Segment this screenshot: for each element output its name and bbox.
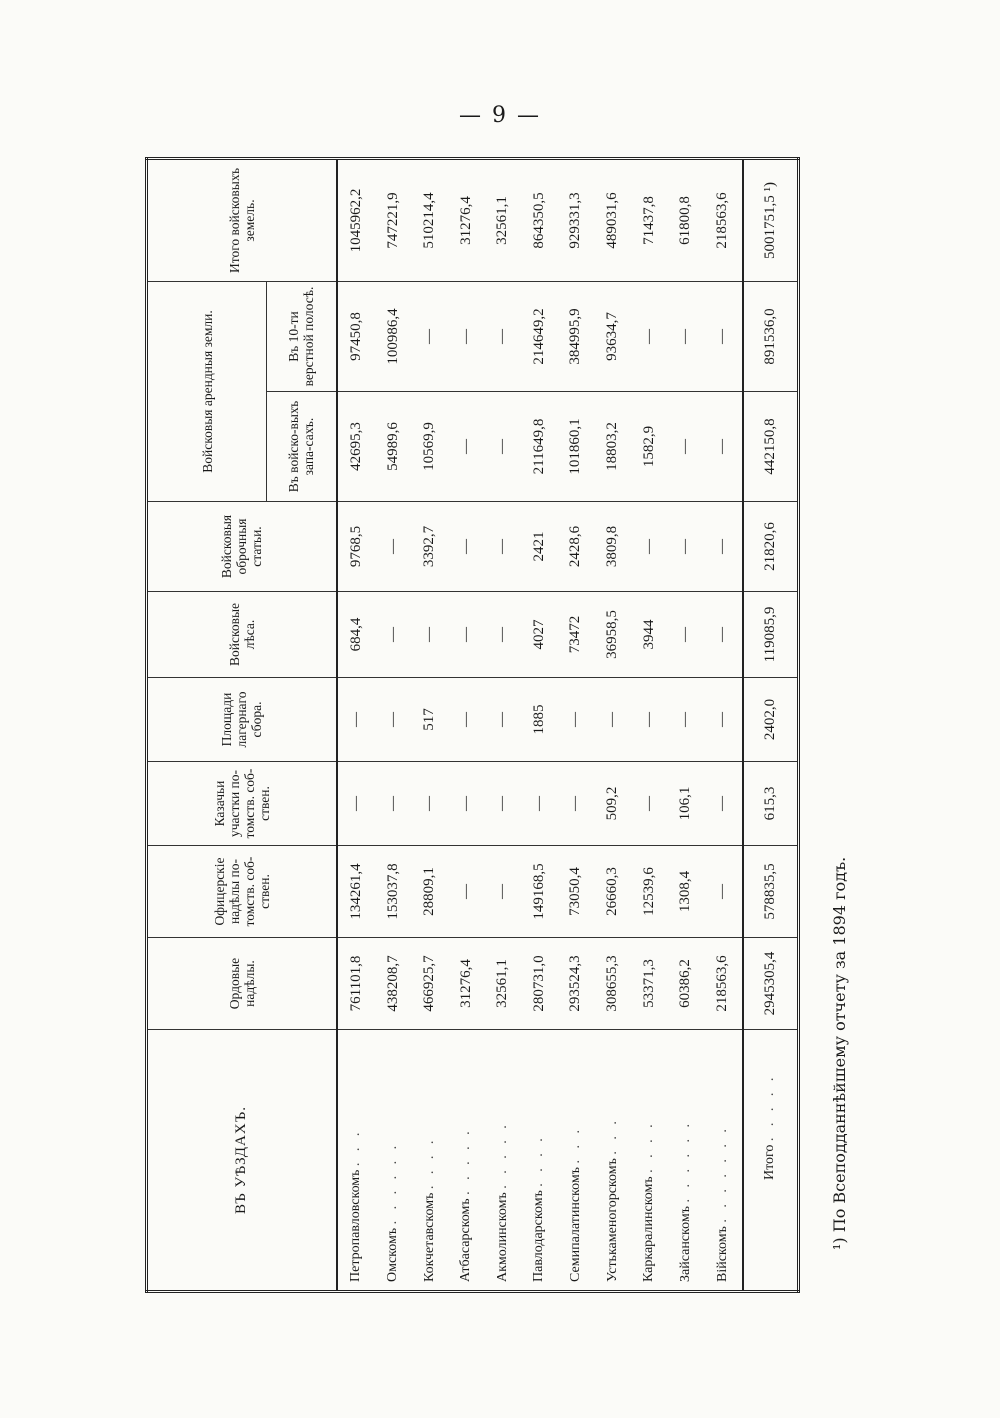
district-cell [521, 1030, 558, 1292]
table-row [594, 158, 631, 1291]
forest-cell: 3944 [631, 592, 668, 678]
cossack-cell: — [521, 762, 558, 846]
table-row [412, 158, 449, 1291]
forest-cell: — [448, 592, 485, 678]
reserve-cell: 1582,9 [631, 392, 668, 502]
total-cell: 864350,5 [521, 158, 558, 281]
obrok-cell: 2428,6 [558, 502, 595, 592]
header-total-army: Итого войсковыхъ земель. [147, 158, 337, 281]
table-row [631, 158, 668, 1291]
district-name: Акмолинскомъ [494, 1192, 510, 1282]
table-row [375, 158, 412, 1291]
obrok-cell: — [485, 502, 522, 592]
officer-cell: 28809,1 [412, 846, 449, 938]
officer-cell: 26660,3 [594, 846, 631, 938]
camp-cell: 1885 [521, 678, 558, 762]
obrok-cell: — [667, 502, 704, 592]
leader-dots: . . . . . . [677, 1120, 693, 1203]
leader-dots: . . . . . . . [714, 1125, 730, 1223]
obrok-cell: 2421 [521, 502, 558, 592]
total-cell: 61800,8 [667, 158, 704, 281]
cossack-cell: — [558, 762, 595, 846]
verst-cell: 384995,9 [558, 281, 595, 391]
total-officer: 578835,5 [743, 846, 799, 938]
district-cell [704, 1030, 743, 1292]
table-row [667, 158, 704, 1291]
total-cell: 31276,4 [448, 158, 485, 281]
table-row [704, 158, 743, 1291]
total-cell: 510214,4 [412, 158, 449, 281]
forest-cell: — [667, 592, 704, 678]
total-cell: 32561,1 [485, 158, 522, 281]
district-name: Атбасарскомъ [458, 1198, 474, 1282]
verst-cell: — [704, 281, 743, 391]
officer-cell: 1308,4 [667, 846, 704, 938]
camp-cell: — [485, 678, 522, 762]
verst-cell: 100986,4 [375, 281, 412, 391]
officer-cell: — [485, 846, 522, 938]
reserve-cell: — [448, 392, 485, 502]
cossack-cell: — [704, 762, 743, 846]
total-cell: 218563,6 [704, 158, 743, 281]
district-name: Каркаралинскомъ [641, 1176, 657, 1282]
verst-cell: 214649,2 [521, 281, 558, 391]
total-cell: 1045962,2 [337, 158, 376, 281]
district-name: Устькаменогорскомъ [604, 1158, 620, 1282]
leader-dots: . . . . . [458, 1127, 474, 1195]
camp-cell: — [375, 678, 412, 762]
district-cell [631, 1030, 668, 1292]
verst-cell: — [485, 281, 522, 391]
camp-cell: 517 [412, 678, 449, 762]
header-camp-area: Площади лагернаго сбора. [147, 678, 337, 762]
district-cell [485, 1030, 522, 1292]
total-cell: 489031,6 [594, 158, 631, 281]
forest-cell: — [485, 592, 522, 678]
reserve-cell: 101860,1 [558, 392, 595, 502]
header-army-forests: Войсковые лѣса. [147, 592, 337, 678]
reserve-cell: — [704, 392, 743, 502]
ordinary-cell: 53371,3 [631, 938, 668, 1030]
table-row [558, 158, 595, 1291]
forest-cell: 4027 [521, 592, 558, 678]
district-cell [558, 1030, 595, 1292]
district-name: Омскомъ [385, 1227, 401, 1282]
header-district: ВЪ УѢЗДАХЪ. [147, 1030, 337, 1292]
leader-dots: . . . . . . [385, 1141, 401, 1225]
district-name: Петропавловскомъ [348, 1169, 364, 1282]
ordinary-cell: 280731,0 [521, 938, 558, 1030]
reserve-cell: 10569,9 [412, 392, 449, 502]
leader-dots: . . . . . [762, 1073, 778, 1142]
total-label: Итого [762, 1144, 778, 1180]
total-row [743, 158, 799, 1291]
ordinary-cell: 438208,7 [375, 938, 412, 1030]
camp-cell: — [631, 678, 668, 762]
cossack-cell: — [448, 762, 485, 846]
officer-cell: 153037,8 [375, 846, 412, 938]
header-army-obrok: Войсковыя оброчныя статьи. [147, 502, 337, 592]
ordinary-cell: 308655,3 [594, 938, 631, 1030]
reserve-cell: 211649,8 [521, 392, 558, 502]
footnote: ¹) По Всеподданнѣйшему отчету за 1894 годъ. [830, 856, 849, 1250]
verst-cell: 97450,8 [337, 281, 376, 391]
cossack-cell: — [485, 762, 522, 846]
forest-cell: 73472 [558, 592, 595, 678]
total-label-cell [743, 1030, 799, 1292]
cossack-cell: 509,2 [594, 762, 631, 846]
table-row [521, 158, 558, 1291]
officer-cell: 12539,6 [631, 846, 668, 938]
obrok-cell: 3392,7 [412, 502, 449, 592]
ordinary-cell: 761101,8 [337, 938, 376, 1030]
obrok-cell: — [631, 502, 668, 592]
camp-cell: — [667, 678, 704, 762]
cossack-cell: — [412, 762, 449, 846]
camp-cell: — [704, 678, 743, 762]
forest-cell: 36958,5 [594, 592, 631, 678]
ordinary-cell: 60386,2 [667, 938, 704, 1030]
reserve-cell: 18803,2 [594, 392, 631, 502]
leader-dots: . . . [604, 1117, 620, 1155]
rotated-table [145, 160, 800, 1293]
officer-cell: 73050,4 [558, 846, 595, 938]
verst-cell: — [448, 281, 485, 391]
camp-cell: — [337, 678, 376, 762]
officer-cell: — [448, 846, 485, 938]
total-camp: 2402,0 [743, 678, 799, 762]
verst-cell: — [631, 281, 668, 391]
cossack-cell: — [631, 762, 668, 846]
camp-cell: — [448, 678, 485, 762]
leader-dots: . . . [567, 1126, 583, 1164]
district-name: Кокчетавскомъ [421, 1192, 437, 1282]
forest-cell: — [704, 592, 743, 678]
obrok-cell: — [375, 502, 412, 592]
forest-cell: 684,4 [337, 592, 376, 678]
table-row [448, 158, 485, 1291]
header-ordinary-allotments: Ордовые надѣлы. [147, 938, 337, 1030]
ordinary-cell: 466925,7 [412, 938, 449, 1030]
camp-cell: — [558, 678, 595, 762]
cossack-cell: 106,1 [667, 762, 704, 846]
reserve-cell: — [485, 392, 522, 502]
total-ordinary: 2945305,4 [743, 938, 799, 1030]
reserve-cell: 54989,6 [375, 392, 412, 502]
ordinary-cell: 293524,3 [558, 938, 595, 1030]
total-reserve: 442150,8 [743, 392, 799, 502]
forest-cell: — [412, 592, 449, 678]
reserve-cell: 42695,3 [337, 392, 376, 502]
officer-cell: 149168,5 [521, 846, 558, 938]
district-cell [448, 1030, 485, 1292]
total-verst: 891536,0 [743, 281, 799, 391]
header-rent-10verst: Въ 10-ти верстной полосѣ. [267, 281, 337, 391]
leader-dots: . . . [348, 1128, 364, 1167]
district-cell [337, 1030, 376, 1292]
header-rent-reserves: Въ войско-выхъ запа-сахъ. [267, 392, 337, 502]
obrok-cell: — [704, 502, 743, 592]
obrok-cell: — [448, 502, 485, 592]
total-obrok: 21820,6 [743, 502, 799, 592]
district-cell [375, 1030, 412, 1292]
district-name: Зайсанскомъ [677, 1206, 693, 1282]
verst-cell: — [412, 281, 449, 391]
leader-dots: . . . . . [494, 1121, 510, 1189]
camp-cell: — [594, 678, 631, 762]
table-row [337, 158, 376, 1291]
total-cell: 747221,9 [375, 158, 412, 281]
ordinary-cell: 32561,1 [485, 938, 522, 1030]
district-cell [412, 1030, 449, 1292]
lands-table [145, 157, 800, 1293]
verst-cell: 93634,7 [594, 281, 631, 391]
cossack-cell: — [337, 762, 376, 846]
ordinary-cell: 31276,4 [448, 938, 485, 1030]
header-army-rent-lands: Войсковыя арендныя земли. [147, 281, 267, 501]
cossack-cell: — [375, 762, 412, 846]
ordinary-cell: 218563,6 [704, 938, 743, 1030]
table-row [485, 158, 522, 1291]
obrok-cell: 3809,8 [594, 502, 631, 592]
total-cell: 929331,3 [558, 158, 595, 281]
district-cell [667, 1030, 704, 1292]
header-officer-allotments: Офицерскіе надѣлы по-томств. соб-ствен. [147, 846, 337, 938]
total-cell: 71437,8 [631, 158, 668, 281]
leader-dots: . . . . [421, 1136, 437, 1190]
header-cossack-plots: Казачьи участки по-томств. соб-ствен. [147, 762, 337, 846]
district-cell [594, 1030, 631, 1292]
district-name: Вiйскомъ [714, 1226, 730, 1282]
district-name: Семипалатинскомъ [567, 1167, 583, 1282]
verst-cell: — [667, 281, 704, 391]
page-number: — 9 — [459, 103, 541, 128]
obrok-cell: 9768,5 [337, 502, 376, 592]
reserve-cell: — [667, 392, 704, 502]
officer-cell: 134261,4 [337, 846, 376, 938]
grand-total: 5001751,5 ¹) [743, 158, 799, 281]
officer-cell: — [704, 846, 743, 938]
total-forest: 119085,9 [743, 592, 799, 678]
total-cossack: 615,3 [743, 762, 799, 846]
leader-dots: . . . . [641, 1120, 657, 1173]
forest-cell: — [375, 592, 412, 678]
district-name: Павлодарскомъ [531, 1190, 547, 1282]
leader-dots: . . . . [531, 1134, 547, 1187]
